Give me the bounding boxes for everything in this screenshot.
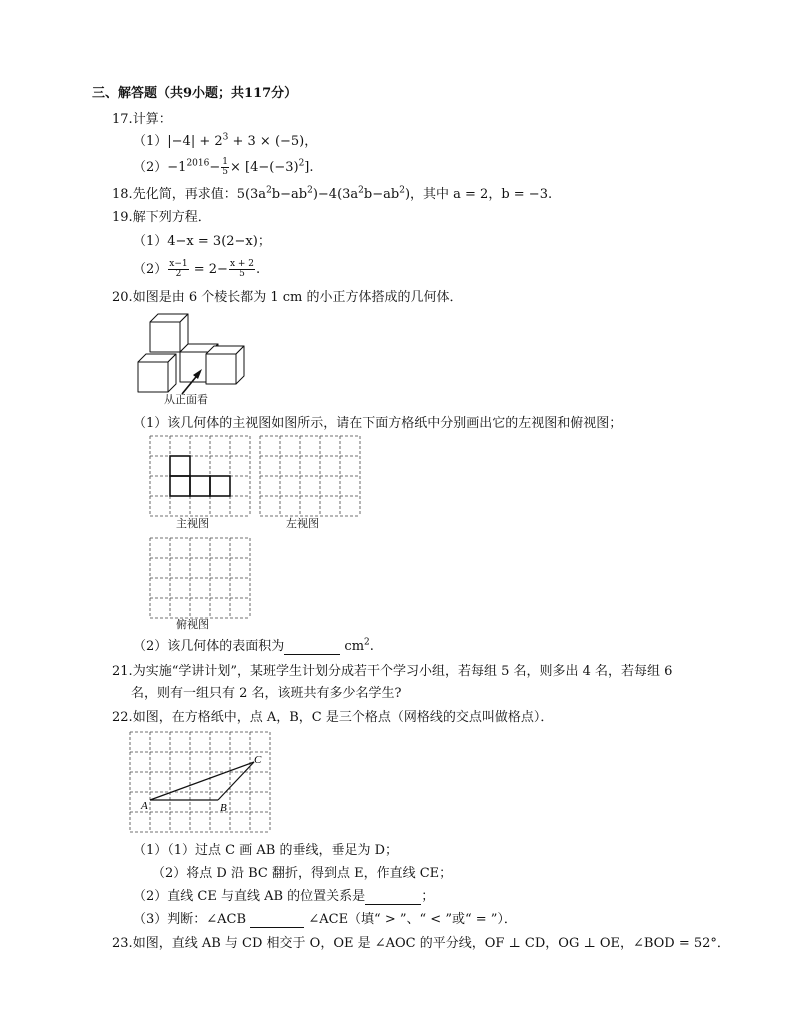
q19-part2-end: .: [256, 262, 261, 277]
cube-figure: [130, 314, 255, 402]
left-view-label: 左视图: [286, 517, 319, 530]
q23-stem: [112, 936, 730, 952]
cube-top-front: [150, 322, 180, 352]
main-view-grid: [150, 436, 250, 516]
q22-part3: [133, 912, 517, 928]
q18-exp-1: 2: [266, 185, 272, 196]
q19-part2: [133, 260, 260, 279]
point-b-label: B: [220, 802, 227, 814]
q22-part1a: （1）（1）过点 C 画 AB 的垂线，垂足为 D；: [133, 843, 399, 858]
q19-title-text: 解下列方程．: [132, 210, 211, 225]
q22-part2-text: （2）直线 CE 与直线 AB 的位置关系是: [133, 889, 366, 904]
q17-title-text: 计算：: [132, 112, 172, 127]
view-direction-label: 从正面看: [164, 393, 208, 406]
q19-fraction-1-numerator: x−1: [169, 259, 188, 269]
segment-bc: [218, 762, 254, 800]
q17-part2-pre: （2）−1: [133, 160, 187, 175]
q17-part1-text: （1）|−4| + 2: [133, 134, 223, 149]
q20-part2-end: .: [369, 639, 374, 654]
q21-text-line1: 为实施“学讲计划”，某班学生计划分成若干个学习小组，若每组 5 名，则多出 4 名，若每组 6: [132, 664, 673, 679]
q22-number: 22.: [112, 710, 133, 725]
q22-compare-blank[interactable]: [250, 927, 304, 928]
q17-part2-exponent2: 2: [298, 158, 305, 169]
q22-part2-end: ；: [421, 889, 435, 904]
q18: [112, 187, 552, 203]
q21-line2: 名，则有一组只有 2 名，该班共有多少名学生?: [131, 686, 402, 701]
q19-fraction-1-denominator: 2: [175, 269, 182, 279]
q17-fraction-numerator: 1: [222, 157, 228, 167]
q22-relation-blank[interactable]: [365, 904, 421, 905]
q17-part2-exponent: 2016: [186, 158, 210, 169]
q20-part2: [133, 639, 374, 655]
q19-part2-mid: = 2−: [189, 262, 228, 277]
q17-part1: [133, 134, 317, 150]
q23-text: 如图，直线 AB 与 CD 相交于 O，OE 是 ∠AOC 的平分线，OF ⊥ CD，OG ⊥ OE，∠BOD = 52°．: [132, 936, 730, 951]
q18-text-e: )，其中 a = 2，b = −3.: [404, 187, 553, 202]
q17-part2-mid: × [4−(−3): [229, 160, 299, 175]
cube-right-front: [206, 354, 236, 384]
q18-exp-4: 2: [399, 185, 405, 196]
q20-unit-exponent: 2: [364, 637, 370, 648]
q17-title: [112, 112, 172, 128]
point-c-label: C: [254, 754, 262, 766]
segment-ac: [150, 762, 254, 800]
q20-stem: [112, 290, 463, 306]
q20-surface-area-blank[interactable]: [284, 654, 340, 655]
q18-text-a: 先化简，再求值：5(3a: [132, 187, 267, 202]
q17-part2-minus: −: [209, 160, 221, 175]
q20-part1: （1）该几何体的主视图如图所示，请在下面方格纸中分别画出它的左视图和俯视图；: [133, 416, 623, 431]
q20-unit: cm: [344, 639, 365, 654]
q17-part1-exponent: 3: [222, 132, 229, 143]
q20-text: 如图是由 6 个棱长都为 1 cm 的小正方体搭成的几何体．: [132, 290, 463, 305]
main-view-shape: [170, 456, 230, 496]
q22-part2: [133, 889, 434, 905]
left-view-grid[interactable]: [260, 436, 360, 516]
q19-part2-pre: （2）: [133, 262, 168, 277]
q19-fraction-2-denominator: 5: [239, 269, 245, 279]
q18-exp-3: 2: [358, 185, 364, 196]
q18-number: 18.: [112, 187, 133, 202]
q21-line1: [112, 664, 672, 680]
q20-number: 20.: [112, 290, 133, 305]
q17-number: 17.: [112, 112, 133, 127]
q18-text-b: b−ab: [271, 187, 308, 202]
q22-part1b: （2）将点 D 沿 BC 翻折，得到点 E，作直线 CE；: [152, 866, 453, 881]
q22-part3-text: （3）判断：∠ACB: [133, 912, 247, 927]
q23-number: 23.: [112, 936, 133, 951]
q17-part2: [133, 158, 314, 177]
main-view-label: 主视图: [176, 517, 209, 530]
section-title: 三、解答题（共9小题；共117分）: [92, 86, 298, 101]
q22-part3-end: ∠ACE（填“ > ”、“ < ”或“ = ”）．: [308, 912, 517, 927]
q19-fraction-1: [168, 260, 188, 279]
q22-stem: [112, 710, 553, 726]
cube-front-front: [138, 362, 168, 392]
top-view-label: 俯视图: [176, 618, 209, 631]
q18-text-d: b−ab: [363, 187, 400, 202]
q18-text-c: )−4(3a: [312, 187, 359, 202]
q19-title: [112, 210, 211, 226]
q19-fraction-2-numerator: x + 2: [229, 259, 255, 269]
q17-part1-rest: + 3 × (−5)，: [228, 134, 318, 149]
q20-part2-text: （2）该几何体的表面积为: [133, 639, 285, 654]
q22-grid-figure: [130, 732, 270, 832]
q17-fraction-denominator: 5: [222, 167, 228, 177]
q18-exp-2: 2: [307, 185, 313, 196]
q17-part2-end: ].: [304, 160, 314, 175]
q17-part2-fraction: [221, 158, 229, 177]
q19-part1: （1）4−x = 3(2−x)；: [133, 234, 271, 249]
top-view-grid[interactable]: [150, 538, 250, 618]
q19-fraction-2: [229, 260, 255, 279]
point-a-label: A: [141, 800, 148, 812]
q19-number: 19.: [112, 210, 133, 225]
q22-text: 如图，在方格纸中，点 A，B，C 是三个格点（网格线的交点叫做格点）．: [132, 710, 554, 725]
q21-number: 21.: [112, 664, 133, 679]
